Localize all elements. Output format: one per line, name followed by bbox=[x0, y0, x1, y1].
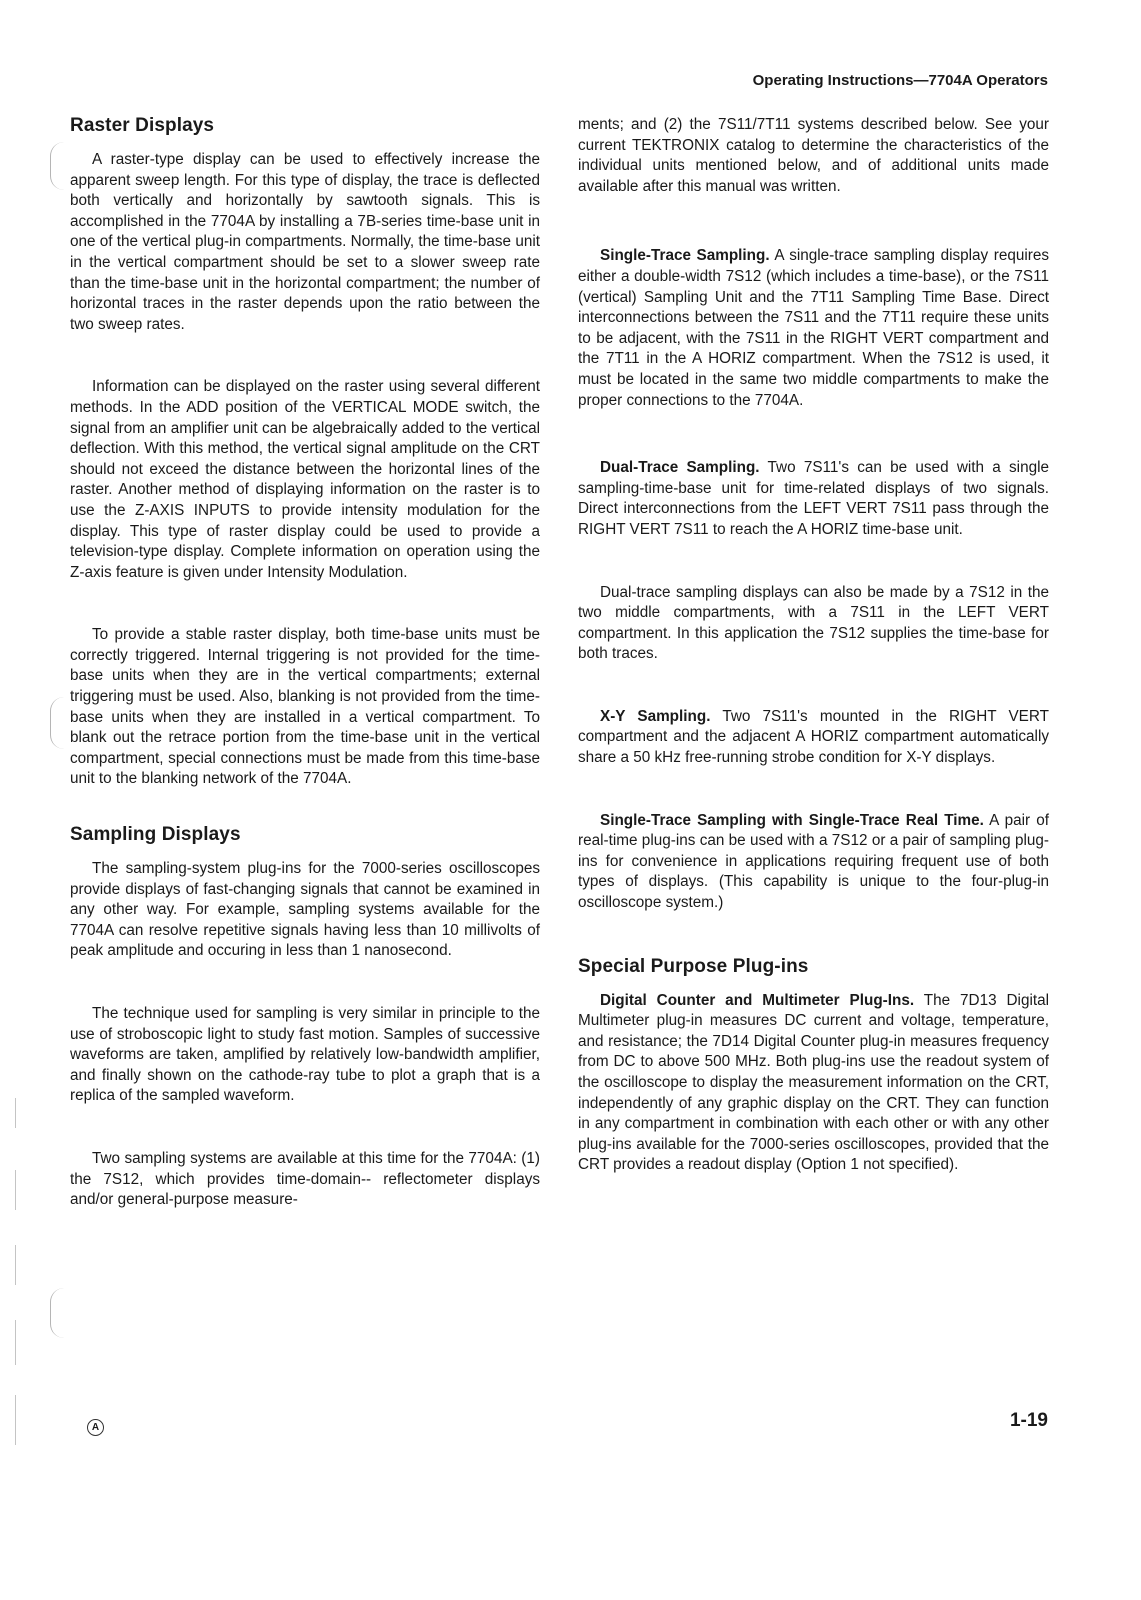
punch-hole-mark-top bbox=[50, 142, 65, 190]
single-trace-real-time-paragraph bbox=[578, 811, 1049, 914]
digital-counter-runin: Digital Counter and Multimeter Plug-Ins. bbox=[600, 991, 915, 1009]
scan-edge-line bbox=[15, 1170, 16, 1210]
digital-counter-text: The 7D13 Digital Multimeter plug-in measures DC current and voltage, temperature, and resistance; the 7D14 Digital Counter plug-in measures frequency from DC to above 500 MHz. Both plug-ins use the readout system of the oscilloscope to display the measurement information on the CRT, independently of any graphic display on the CRT. They can function in any compartment in combination with each other or with any other plug-ins available for the 7000-series oscilloscopes, provided that the CRT provides a readout display (Option 1 not specified). bbox=[578, 991, 1050, 1174]
left-column bbox=[70, 115, 540, 1211]
single-trace-sampling-text: A single-trace sampling display requires either a double-width 7S12 (which includes a time-base), or the 7S11 (vertical) Sampling Unit and the 7T11 Sampling Time Base. Direct interconnections between the 7S11 and the 7T11 require these units to be adjacent, with the 7S11 in the RIGHT VERT compartment and the 7T11 in the A HORIZ compartment. When the 7S12 is used, it must be located in the same two middle compartments to make the proper connections to the 7704A. bbox=[578, 247, 1050, 409]
sampling-paragraph-3: Two sampling systems are available at this time for the 7704A: (1) the 7S12, which provides time-domain-- reflectometer displays and/or general-purpose measure- bbox=[70, 1149, 540, 1209]
circled-a-icon: A bbox=[87, 1419, 104, 1436]
running-head: Operating Instructions—7704A Operators bbox=[752, 72, 1048, 89]
raster-paragraph-2: Information can be displayed on the raster using several different methods. In the ADD position of the VERTICAL MODE switch, the signal from an amplifier unit can be algebraically added to the vertical deflection. With this method, the vertical signal amplitude on the CRT should not exceed the distance between the horizontal lines of the raster. Another method of displaying information on the raster is to use the Z-AXIS INPUTS to provide intensity modulation for the display. This type of raster display could be used to provide a television-type display. Complete information on operation using the Z-axis feature is given under Intensity Modulation. bbox=[70, 378, 540, 581]
single-trace-real-time-text: A pair of real-time plug-ins can be used with a 7S12 or a pair of sampling plug-ins for convenience in applications requiring frequent use of both types of displays. (This capability is unique to the four-plug-in oscilloscope system.) bbox=[578, 811, 1049, 912]
single-trace-real-time-runin: Single-Trace Sampling with Single-Trace Real Time. bbox=[600, 811, 984, 829]
scan-edge-line bbox=[15, 1098, 16, 1128]
xy-sampling-runin: X-Y Sampling. bbox=[600, 707, 711, 725]
dual-trace-paragraph-2: Dual-trace sampling displays can also be made by a 7S12 in the two middle compartments, with a 7S11 in the LEFT VERT compartment. In this application the 7S12 supplies the time-base for both traces. bbox=[578, 583, 1049, 663]
raster-paragraph-1: A raster-type display can be used to effectively increase the apparent sweep length. For this type of display, the trace is deflected both vertically and horizontally by sawtooth signals. This is accomplished in the 7704A by installing a 7B-series time-base unit in one of the vertical plug-in compartments. Normally, the time-base unit in the vertical compartment should be set to a slower sweep rate than the time-base unit in the horizontal compartment; the number of horizontal traces in the raster depends upon the ratio between the two sweep rates. bbox=[70, 151, 540, 333]
heading-raster-displays: Raster Displays bbox=[70, 115, 215, 136]
punch-hole-mark-middle bbox=[50, 697, 65, 749]
raster-paragraph-3: To provide a stable raster display, both time-base units must be correctly triggered. Internal triggering is not provided for the time-base units when they are in the vertical compartments; external triggering must be used. Also, blanking is not provided from the time-base units when they are installed in a vertical compartment. To blank out the retrace portion from the time-base unit in the vertical compartment, special connections must be made from this time-base unit to the blanking network of the 7704A. bbox=[70, 626, 540, 788]
dual-trace-sampling-runin: Dual-Trace Sampling. bbox=[600, 459, 760, 477]
sampling-paragraph-2: The technique used for sampling is very similar in principle to the use of stroboscopic light to study fast motion. Samples of successive waveforms are taken, amplified by relatively low-bandwidth amplifier, and finally shown on the cathode-ray tube to plot a graph that is a replica of the sampled waveform. bbox=[70, 1005, 540, 1105]
sampling-paragraph-1: The sampling-system plug-ins for the 7000-series oscilloscopes provide displays of fast-changing signals that cannot be examined in any other way. For example, sampling systems available for the 7704A can resolve repetitive signals having less than 10 millivolts of peak amplitude and occuring in less than 1 nanosecond. bbox=[70, 860, 540, 960]
page-number: 1-19 bbox=[1009, 1410, 1048, 1431]
xy-sampling-text: Two 7S11's mounted in the RIGHT VERT compartment and the adjacent A HORIZ compartment automatically share a 50 kHz free-running strobe condition for X-Y displays. bbox=[578, 707, 1049, 767]
scan-edge-line bbox=[15, 1320, 16, 1365]
punch-hole-mark-bottom bbox=[50, 1288, 65, 1338]
scan-edge-line bbox=[15, 1245, 16, 1285]
right-column bbox=[578, 115, 1049, 1176]
single-trace-sampling-runin: Single-Trace Sampling. bbox=[600, 247, 770, 265]
dual-trace-sampling-text: Two 7S11's can be used with a single sampling-time-base unit for time-related displays of two signals. Direct interconnections from the LEFT VERT 7S11 pass through the RIGHT VERT 7S11 to reach the A HORIZ time-base unit. bbox=[578, 459, 1049, 538]
single-trace-sampling-paragraph bbox=[578, 246, 1049, 411]
xy-sampling-paragraph bbox=[578, 707, 1049, 769]
heading-special-purpose-plug-ins: Special Purpose Plug-ins bbox=[578, 955, 809, 977]
heading-sampling-displays: Sampling Displays bbox=[70, 824, 241, 846]
scan-edge-line bbox=[15, 1395, 16, 1445]
continuation-paragraph: ments; and (2) the 7S11/7T11 systems described below. See your current TEKTRONIX catalog to determine the characteristics of the individual units mentioned below, and of additional units made available after this manual was written. bbox=[578, 116, 1049, 195]
digital-counter-paragraph bbox=[578, 991, 1049, 1176]
dual-trace-sampling-paragraph bbox=[578, 458, 1049, 540]
